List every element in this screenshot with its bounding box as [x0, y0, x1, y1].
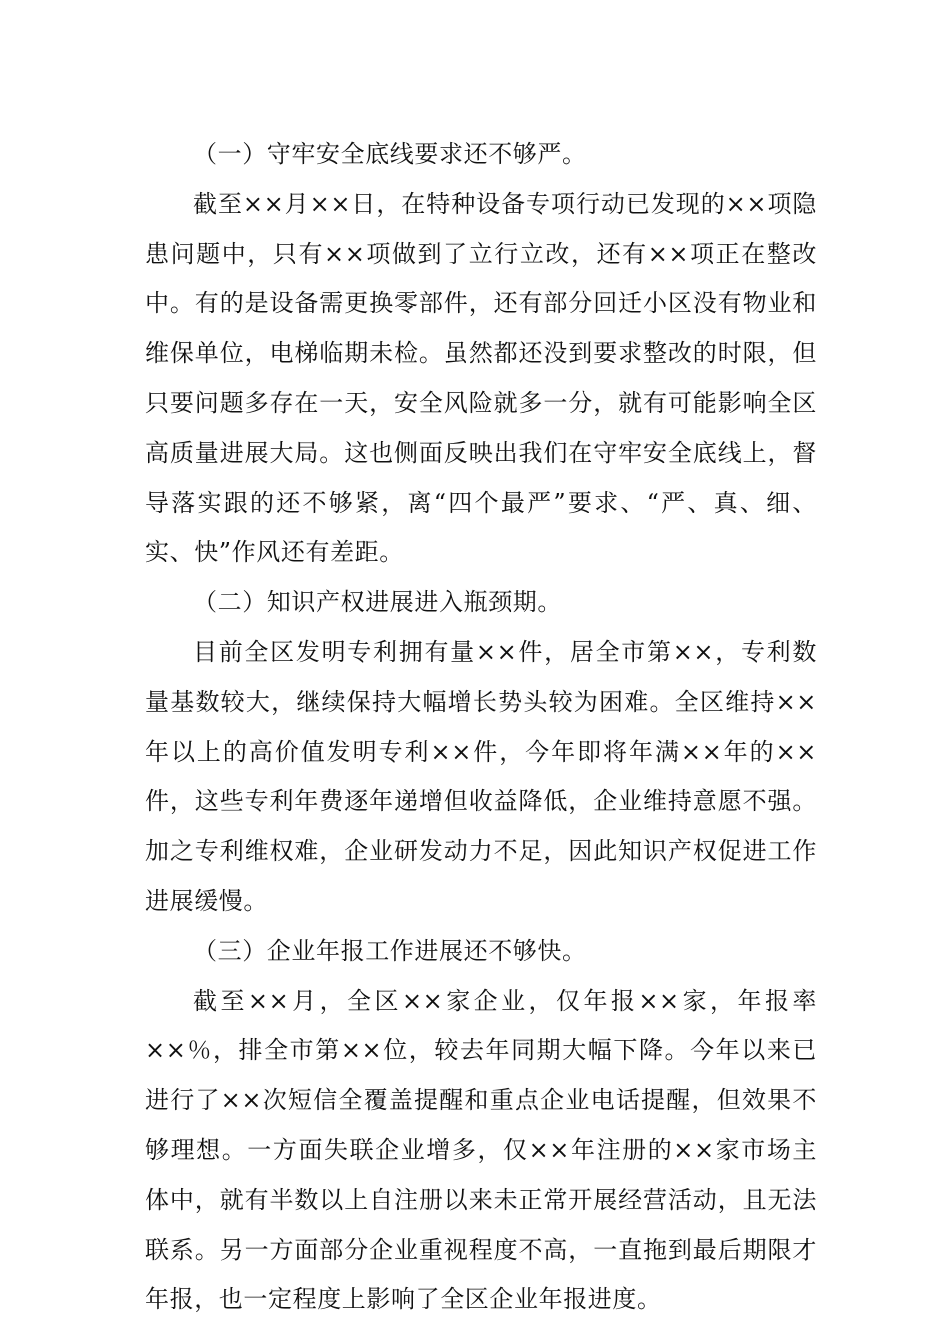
document-page [145, 130, 817, 1325]
section-1-paragraph: 截至××月××日，在特种设备专项行动已发现的××项隐患问题中，只有××项做到了立行立改，还有××项正在整改中。有的是设备需更换零部件，还有部分回迁小区没有物业和维保单位，电梯临期未检。虽然都还没到要求整改的时限，但只要问题多存在一天，安全风险就多一分，就有可能影响全区高质量进展大局。这也侧面反映出我们在守牢安全底线上，督导落实跟的还不够紧，离“四个最严”要求、“严、真、细、实、快”作风还有差距。 [145, 189, 817, 567]
section-1-heading: （一）守牢安全底线要求还不够严。 [193, 140, 587, 168]
section-3-heading: （三）企业年报工作进展还不够快。 [193, 936, 587, 965]
section-3-paragraph: 截至××月，全区××家企业，仅年报××家，年报率××％，排全市第××位，较去年同期大幅下降。今年以来已进行了××次短信全覆盖提醒和重点企业电话提醒，但效果不够理想。一方面失联企业增多，仅××年注册的××家市场主体中，就有半数以上自注册以来未正常开展经营活动，且无法联系。另一方面部分企业重视程度不高，一直拖到最后期限才年报，也一定程度上影响了全区企业年报进度。 [145, 986, 817, 1314]
section-2-paragraph: 目前全区发明专利拥有量××件，居全市第××，专利数量基数较大，继续保持大幅增长势头较为困难。全区维持××年以上的高价值发明专利××件，今年即将年满××年的××件，这些专利年费逐年递增但收益降低，企业维持意愿不强。加之专利维权难，企业研发动力不足，因此知识产权促进工作进展缓慢。 [145, 637, 817, 915]
section-2-heading: （二）知识产权进展进入瓶颈期。 [193, 588, 562, 617]
